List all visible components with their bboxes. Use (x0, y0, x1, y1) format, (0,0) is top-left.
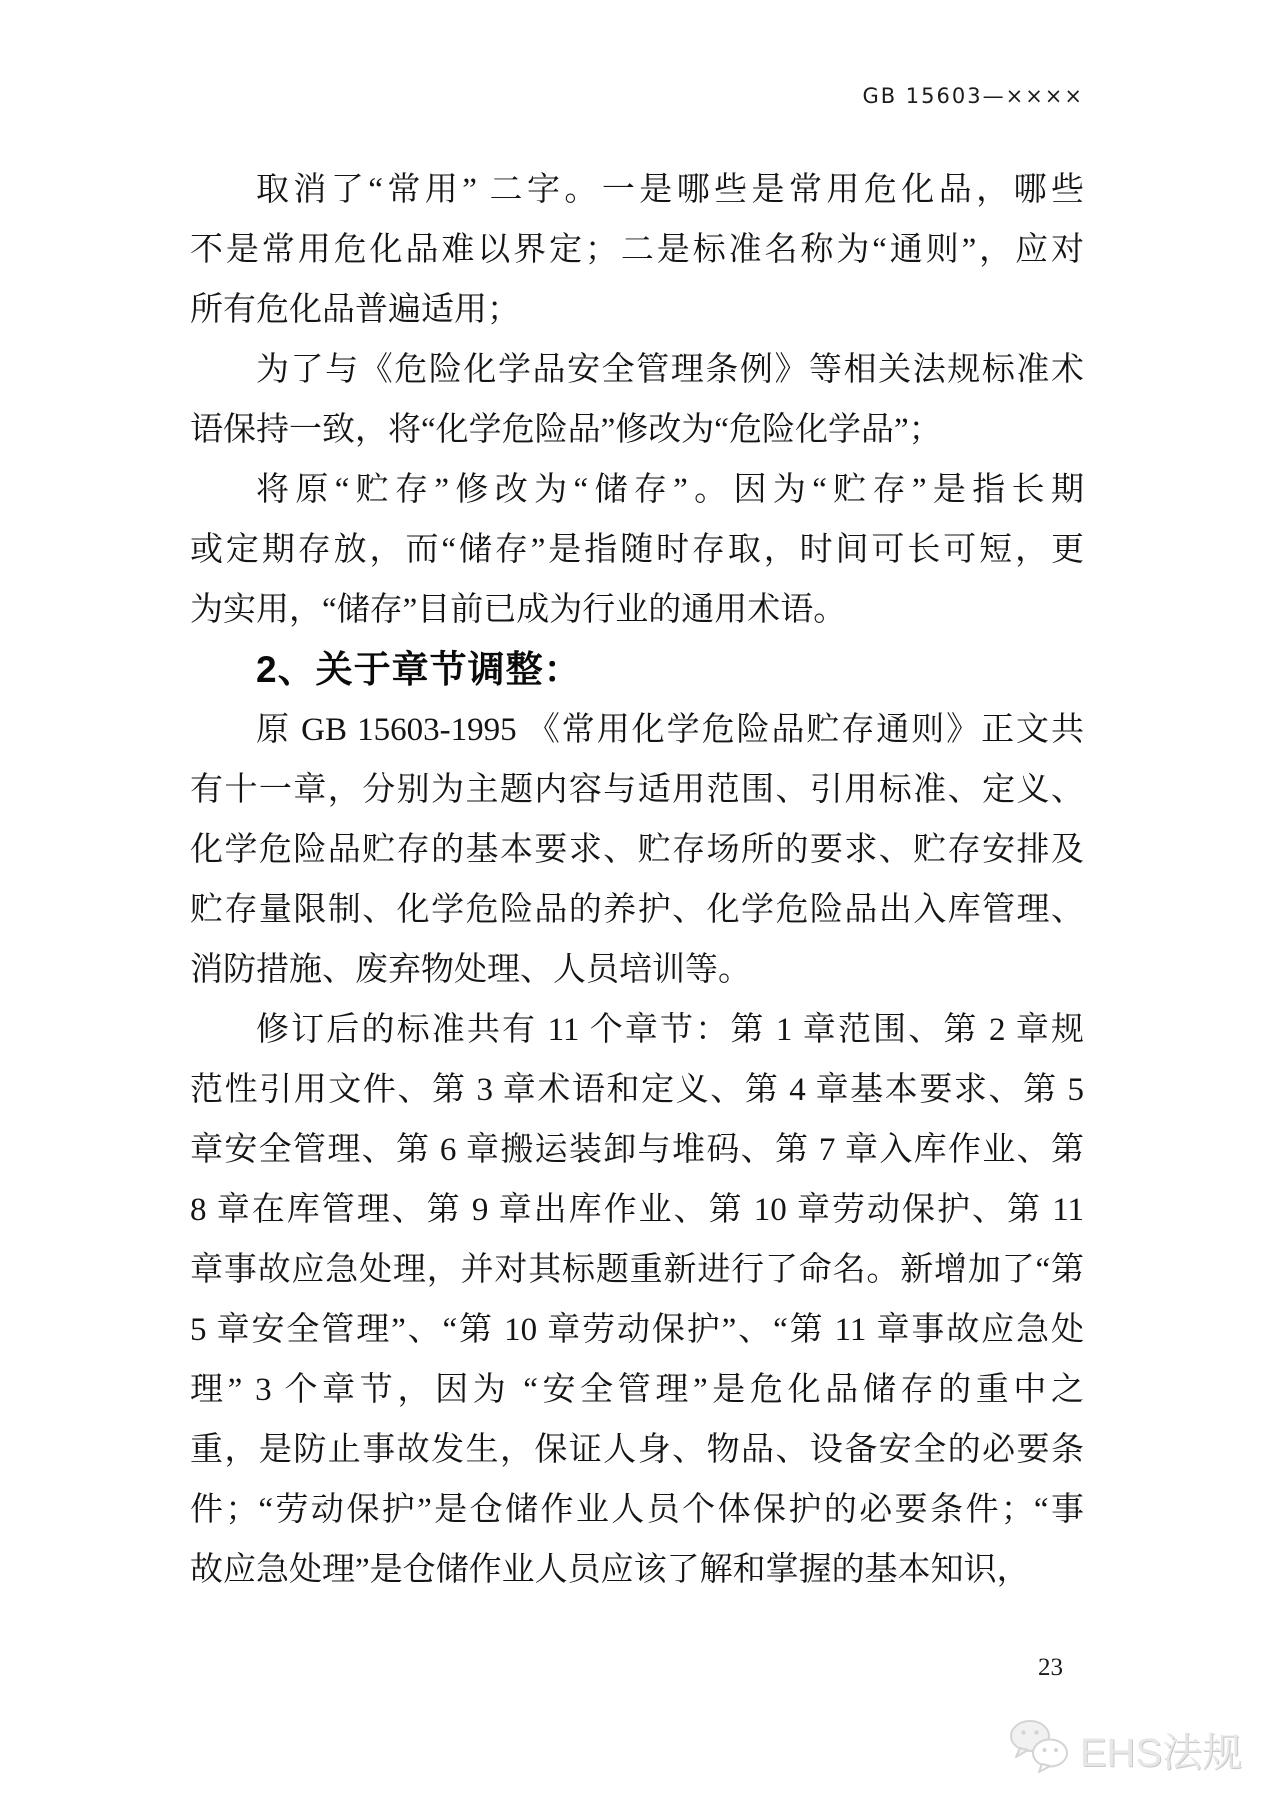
paragraph (190, 340, 1084, 460)
text-line: 为了与《危险化学品安全管理条例》等相关法规标准术 (256, 352, 1084, 388)
paragraph (190, 1000, 1084, 1600)
paragraph (190, 700, 1084, 1000)
text-line: 章事故应急处理，并对其标题重新进行了命名。新增加了“第 (190, 1252, 1084, 1288)
text-line: 取消了“常用” 二字。一是哪些是常用危化品，哪些 (256, 172, 1084, 208)
standard-number-header: GB 15603—×××× (862, 84, 1084, 108)
text-line: 范性引用文件、第 3 章术语和定义、第 4 章基本要求、第 5 (190, 1072, 1084, 1108)
document-content (190, 160, 1084, 1600)
text-line: 贮存量限制、化学危险品的养护、化学危险品出入库管理、 (190, 892, 1084, 928)
text-line: 将原“贮存”修改为“储存”。因为“贮存”是指长期 (256, 472, 1084, 508)
text-line: 为实用，“储存”目前已成为行业的通用术语。 (190, 592, 847, 628)
watermark-label: EHS法规 (1079, 1731, 1242, 1775)
text-line: 所有危化品普遍适用； (190, 292, 520, 328)
text-line: 有十一章，分别为主题内容与适用范围、引用标准、定义、 (190, 772, 1084, 808)
text-line: 8 章在库管理、第 9 章出库作业、第 10 章劳动保护、第 11 (190, 1192, 1084, 1228)
text-line: 修订后的标准共有 11 个章节：第 1 章范围、第 2 章规 (256, 1012, 1084, 1048)
text-line: 语保持一致，将“化学危险品”修改为“危险化学品”； (190, 412, 942, 448)
text-line: 化学危险品贮存的基本要求、贮存场所的要求、贮存安排及 (190, 832, 1084, 868)
text-line: 故应急处理”是仓储作业人员应该了解和掌握的基本知识， (190, 1552, 1030, 1588)
text-line: 重，是防止事故发生，保证人身、物品、设备安全的必要条 (190, 1432, 1084, 1468)
text-line: 或定期存放，而“储存”是指随时存取，时间可长可短，更 (190, 532, 1084, 568)
text-line: 理” 3 个章节，因为 “安全管理”是危化品储存的重中之 (190, 1372, 1084, 1408)
text-line: 2、关于章节调整： (256, 649, 582, 690)
paragraph (190, 160, 1084, 340)
wechat-icon (1008, 1719, 1072, 1780)
watermark (1008, 1719, 1242, 1780)
text-line: 不是常用危化品难以界定；二是标准名称为“通则”，应对 (190, 232, 1084, 268)
text-line: 件；“劳动保护”是仓储作业人员个体保护的必要条件；“事 (190, 1492, 1084, 1528)
text-line: 章安全管理、第 6 章搬运装卸与堆码、第 7 章入库作业、第 (190, 1132, 1084, 1168)
section-heading (190, 640, 1084, 700)
page-number: 23 (1038, 1654, 1063, 1681)
text-line: 消防措施、废弃物处理、人员培训等。 (190, 952, 751, 988)
paragraph (190, 460, 1084, 640)
text-line: 原 GB 15603-1995 《常用化学危险品贮存通则》正文共 (256, 712, 1084, 748)
text-line: 5 章安全管理”、“第 10 章劳动保护”、“第 11 章事故应急处 (190, 1312, 1084, 1348)
